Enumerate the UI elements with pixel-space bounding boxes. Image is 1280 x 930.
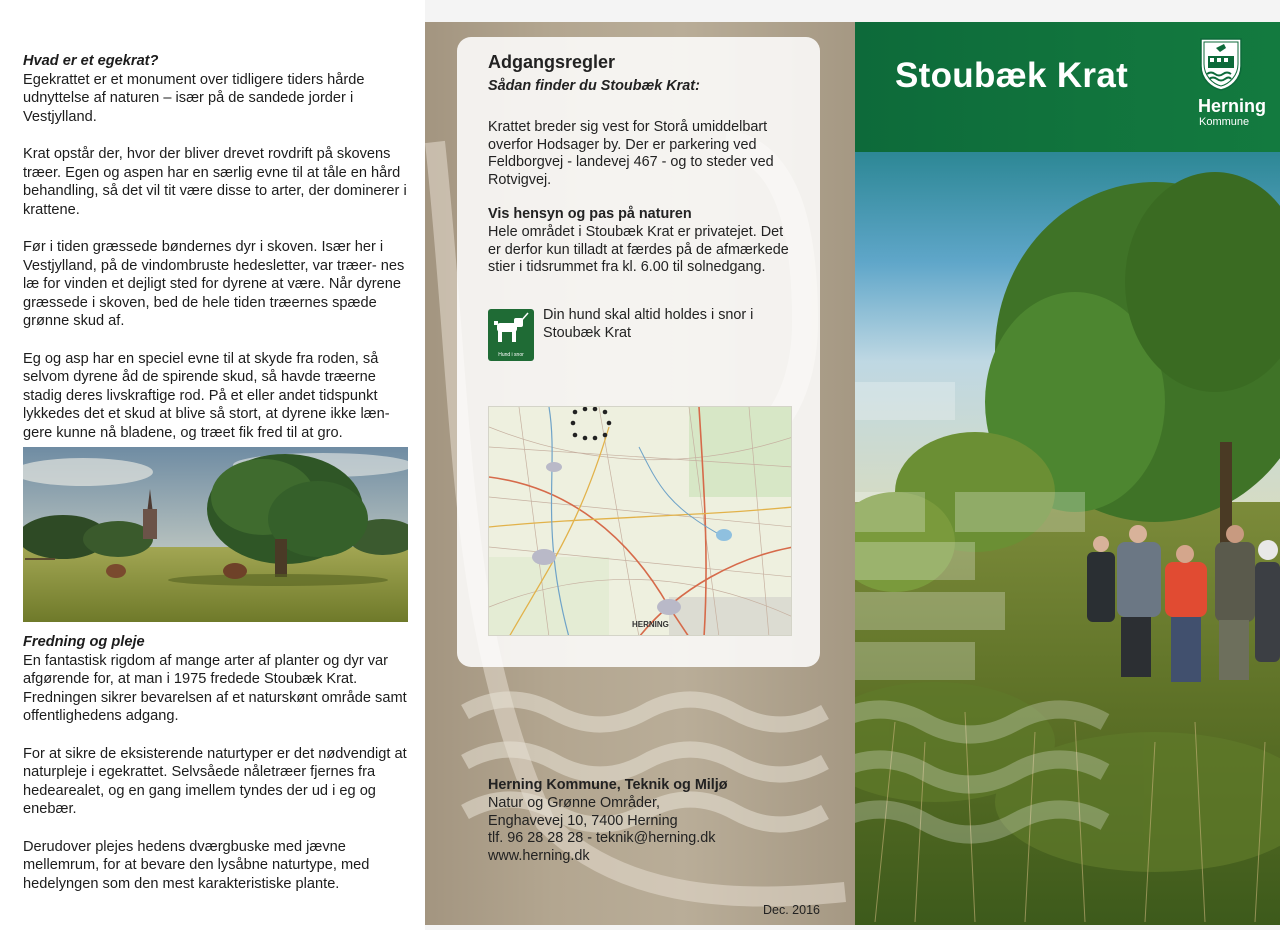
brand-subtitle: Kommune (1199, 116, 1250, 128)
paragraph: Derudover plejes hedens dværgbuske med jævne mellemrum, for at bevare den lysåbne naturtype, med hedelyngen som den mest karakteristiske plante. (23, 838, 370, 892)
area-map (488, 406, 792, 636)
section-fredning (23, 633, 408, 893)
respect-nature-title: Vis hensyn og pas på naturen (488, 206, 692, 222)
directions-subheading: Sådan finder du Stoubæk Krat: (488, 78, 700, 94)
directions-paragraph: Krattet breder sig vest for Storå umiddelbart overfor Hodsager by. Der er parkering ved Feldborgvej - landevej 467 - og to steder ved Rotvigvej. (488, 119, 774, 188)
dog-badge-label: Hund i snor (498, 352, 524, 358)
access-rules-heading: Adgangsregler (488, 52, 616, 72)
paragraph: Krat opstår der, hvor der bliver drevet rovdrift på skovens træer. Egen og aspen har en særlig evne til at tåle en hård behandling, så det vil tit være disse to arter, der dominerer i krattene. (23, 145, 407, 218)
meadow-photo (23, 447, 408, 622)
section-title: Fredning og pleje (23, 634, 145, 650)
section-title: Hvad er et egekrat? (23, 53, 159, 69)
map-city-label: HERNING (632, 620, 669, 629)
paragraph: Eg og asp har en speciel evne til at skyde fra roden, så selvom dyrene åd de spirende skud, så havde træerne stadig deres livskraftige rod. På et eller andet tidspunkt lykkedes det et skud at blive så stort, at dyrene ikke læn- gere kunne nå bladene, og træet fik fred til at gro. (23, 350, 390, 441)
paragraph: For at sikre de eksisterende naturtyper er det nødvendigt at naturpleje i egekrattet. Selvsåede nåletræer fjernes fra hedearealet, og en gang imellem tyndes der ud i eg og enebær. (23, 745, 407, 818)
paragraph: En fantastisk rigdom af mange arter af planter og dyr var afgørende for, at man i 1975 fredede Stoubæk Krat. Fredningen sikrer bevarelsen af et naturskønt område samt offentlighedens adgang. (23, 652, 407, 725)
middle-panel (425, 22, 855, 925)
dog-leash-text: Din hund skal altid holdes i snor i Stoubæk Krat (543, 307, 754, 341)
cover-title: Stoubæk Krat (895, 56, 1129, 95)
meadow-photo-illustration (23, 447, 408, 622)
publication-date: Dec. 2016 (763, 903, 820, 917)
paragraph: Før i tiden græssede bøndernes dyr i skoven. Især her i Vestjylland, på de vindombruste hedesletter, var træer- nes læ for vinden et dejligt sted for dyrene at være. Når dyrene græssede i skoven, bed de hele tiden træernes spæde grønne skud af. (23, 238, 405, 330)
contact-website: www.herning.dk (488, 847, 590, 864)
cover-panel (855, 22, 1280, 925)
section-egekrat (23, 52, 408, 442)
paragraph: Egekrattet er et monument over tidligere tiders hårde udnyttelse af naturen – især på de sandede jorder i Vestjylland. (23, 71, 365, 125)
contact-phone-email: tlf. 96 28 28 28 - teknik@herning.dk (488, 830, 716, 847)
road-map-illustration (489, 407, 792, 636)
contact-line: Natur og Grønne Områder, (488, 795, 660, 811)
contact-info (488, 795, 818, 865)
brand-name: Herning (1198, 96, 1267, 116)
contact-address: Enghavevej 10, 7400 Herning (488, 812, 678, 829)
organization-name: Herning Kommune, Teknik og Miljø (488, 777, 728, 793)
herning-crest-icon (1198, 36, 1244, 92)
cover-photo-illustration (855, 22, 1280, 925)
dog-leash-badge (488, 309, 534, 361)
left-panel (0, 0, 425, 930)
dog-icon (488, 309, 534, 349)
respect-nature-paragraph: Hele området i Stoubæk Krat er privatejet. Det er derfor kun tilladt at færdes på de afmærkede stier i tidsrummet fra kl. 6.00 til solnedgang. (488, 224, 789, 276)
